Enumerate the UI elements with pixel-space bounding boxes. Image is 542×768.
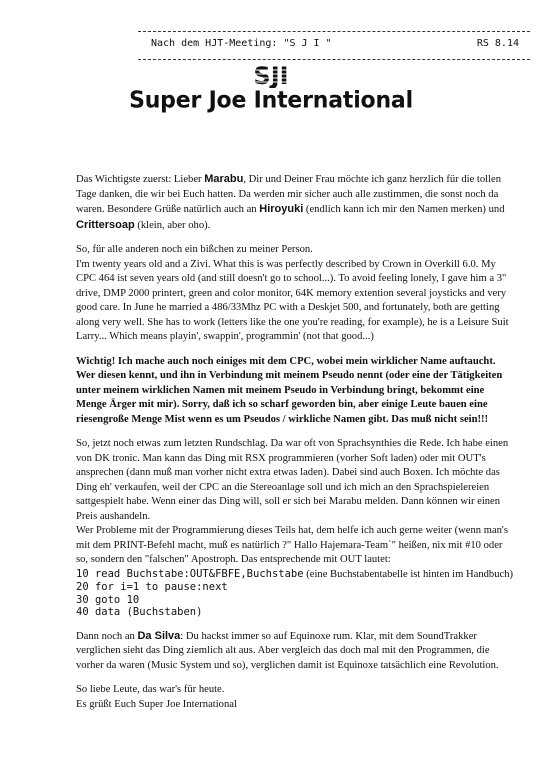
letter-body — [76, 172, 516, 722]
paragraph-about-me — [76, 243, 516, 345]
paragraph-warning: Wichtig! Ich mache auch noch einiges mit dem CPC, wobei mein wirklicher Name auftaucht. Wer diesen kennt, und ihn in Verbindung mit meinem Pseudo nennt (oder eine der Tätigkeiten unter meinem wirklichen Namen mit meinem Pseudo in Verbindung bringt, bekommt eine Menge Ärger mit mir). Sorry, daß ich so scharf geworden bin, aber einige Leute bauen eine riesengroße Menge Mist wenn es um Pseudos / wirkliche Namen gibt. Das muß nicht sein!!! — [76, 355, 503, 425]
svg-text:SJI: SJI — [253, 62, 289, 88]
text-run: So, jetzt noch etwas zum letzten Rundschlag. Da war oft von Sprachsynthies die Rede. Ich habe einen von DK tronic. Man kann das Ding mit RSX programmieren (vorher Soft laden) oder mit OUT's ansprechen (dann muß man vorher nicht extra etwas laden). Dabei sind auch Boxen. Ich möchte das Ding eh' verkaufen, weil der CPC an die Stereoanlage soll und ich mich an den Sprachspielereien sattgespielt habe. Wenn einer das Ding will, soll er sich bei Marabu melden. Dann können wir einen Preis aushandeln. — [76, 438, 509, 522]
text-run: Das Wichtigste zuerst: Lieber — [76, 174, 205, 185]
name-marabu: Marabu — [204, 173, 244, 185]
paragraph-closing — [76, 683, 516, 712]
page-header — [151, 38, 519, 49]
text-run: Wer Probleme mit der Programmierung dieses Teils hat, dem helfe ich auch gerne weiter (wenn man's mit dem PRINT-Befehl macht, muß es natürlich ?" Hallo Hajemara-Team`" heißen, nix mit #10 oder so, sondern den "falschen" Apostroph. Das entsprechende mit OUT lautet: — [76, 525, 508, 565]
text-run: So, für alle anderen noch ein bißchen zu meiner Person. — [76, 244, 313, 255]
code-line: 30 goto 10 — [76, 593, 140, 606]
text-run: (endlich kann ich mir den Namen merken) und — [303, 204, 505, 215]
code-comment: (eine Buchstabentabelle ist hinten im Handbuch) — [303, 568, 514, 580]
signature: Es grüßt Euch Super Joe International — [76, 698, 237, 710]
text-run: : Du hackst immer so auf Equinoxe rum. Klar, mit dem SoundTrakker verglichen sieht das Ding ziemlich alt aus. Aber vergleich das doch mal mit den Programmen, die vorher da waren (Music System und so), verglichen damit ist Equinoxe tatsächlich eine Revolution. — [76, 630, 499, 671]
text-run: , Dir und Deiner Frau möchte ich ganz herzlich für die tollen Tage danken, die wir bei Euch hatten. Da werden mir sicher auch alle zustimmen, die sonst noch da waren. Besondere Grüße natürlich auch an — [76, 174, 502, 215]
header-title: Nach dem HJT-Meeting: "S J I " — [151, 38, 332, 49]
text-run: I'm twenty years old and a Zivi. What this is was perfectly described by Crown in Overkill 6.0. My CPC 464 ist seven years old (and still doesn't go to school...). To avoid feeling lonely, I gave him a 3" drive, DMP 2000 printert, green and color monitor, 64K memory extention several joysticks and very good care. In June he married a 486/33Mhz PC with a Deskjet 500, and fortunately, both are getting along very well. She has to work (letters like the one you're reading, for example), he is a Leisure Suit Larry... Which means playin', swappin', programmin' (not that good...) — [76, 258, 509, 342]
code-line: 10 read Buchstabe:OUT&FBFE,Buchstabe — [76, 567, 304, 580]
paragraph-da-silva — [76, 629, 516, 674]
paragraph-thanks — [76, 172, 516, 233]
paragraph-speech-synth — [76, 437, 516, 568]
text-run: So liebe Leute, das war's für heute. — [76, 684, 225, 695]
text-run: Dann noch an — [76, 630, 138, 642]
code-listing — [76, 568, 516, 619]
page-title: Super Joe International — [129, 87, 413, 114]
name-da-silva: Da Silva — [137, 629, 181, 642]
code-line: 20 for i=1 to pause:next — [76, 581, 228, 593]
name-hiroyuki: Hiroyuki — [259, 203, 304, 215]
sji-logo-graphic — [241, 62, 301, 88]
page-number: RS 8.14 — [476, 38, 519, 49]
header-rule-top — [138, 31, 530, 32]
text-run: (klein, aber oho). — [134, 219, 211, 231]
header-rule-bottom — [138, 59, 530, 60]
code-line: 40 data (Buchstaben) — [76, 606, 203, 618]
name-crittersoap: Crittersoap — [76, 218, 135, 231]
